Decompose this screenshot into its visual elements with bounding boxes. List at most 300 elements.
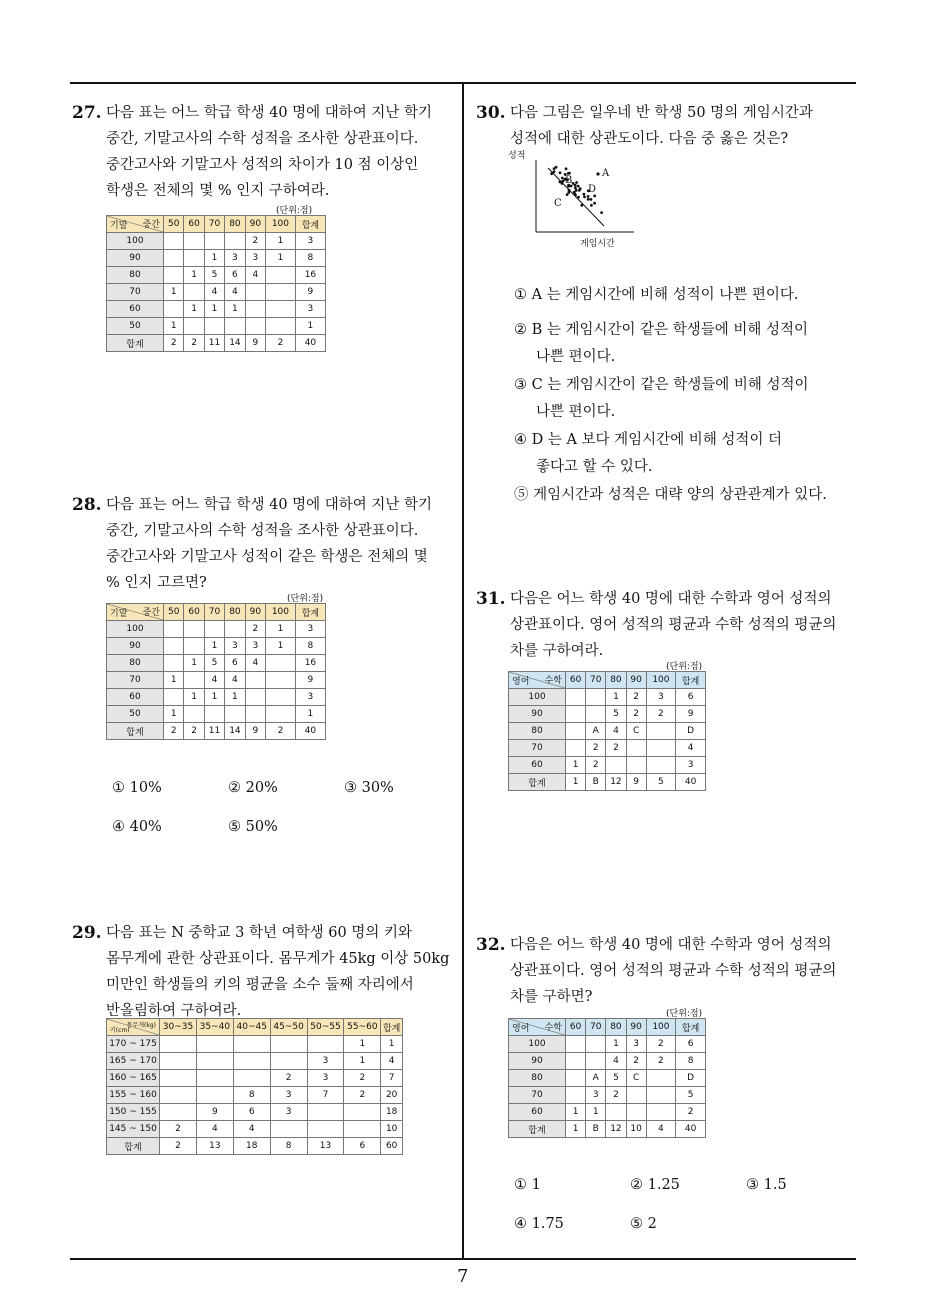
- column-header: 100: [266, 604, 296, 621]
- table-cell: 5: [204, 655, 224, 672]
- table-cell: [626, 757, 646, 774]
- text-line: 성적에 대한 상관도이다. 다음 중 옳은 것은?: [510, 131, 789, 147]
- table-cell: 3: [270, 1087, 307, 1104]
- corner-cell: [509, 672, 566, 689]
- column-header: 합계: [676, 672, 706, 689]
- scatter-point: [553, 170, 556, 173]
- table-cell: [646, 1104, 675, 1121]
- table-cell: [184, 706, 204, 723]
- table-cell: [196, 1053, 233, 1070]
- table-cell: 1: [266, 250, 296, 267]
- table-cell: 11: [204, 335, 224, 352]
- table-row: [509, 1087, 706, 1104]
- table-row: [509, 774, 706, 791]
- row-header: 70: [107, 284, 164, 301]
- x-axis-label: 게임시간: [580, 239, 615, 249]
- table-row: [107, 1036, 403, 1053]
- column-header: 100: [646, 672, 675, 689]
- table-cell: 4: [245, 267, 265, 284]
- table-cell: [160, 1036, 197, 1053]
- table-cell: [646, 740, 675, 757]
- table-row: [509, 706, 706, 723]
- table-cell: 3: [307, 1070, 344, 1087]
- row-header: 80: [107, 655, 164, 672]
- text-line: % 인지 고르면?: [106, 575, 207, 591]
- table-cell: [566, 1036, 586, 1053]
- table-cell: [164, 301, 184, 318]
- table-cell: 6: [233, 1104, 270, 1121]
- unit-label: (단위:점): [666, 1009, 703, 1019]
- table-cell: [606, 757, 626, 774]
- table-cell: 10: [381, 1121, 403, 1138]
- table-row: [107, 1087, 403, 1104]
- scatter-point: [583, 193, 586, 196]
- question-31: [476, 586, 866, 664]
- row-header: 합계: [107, 723, 164, 740]
- table-cell: [225, 706, 245, 723]
- point-label-B: B: [565, 175, 573, 186]
- table-cell: 3: [646, 689, 675, 706]
- table-cell: 1: [164, 284, 184, 301]
- table-cell: 12: [606, 774, 626, 791]
- text-line: 중간, 기말고사의 수학 성적을 조사한 상관표이다.: [106, 523, 419, 539]
- table-cell: [266, 301, 296, 318]
- table-row: [509, 757, 706, 774]
- trend-line: [548, 168, 604, 226]
- column-divider: [462, 82, 464, 1260]
- scatter-point: [567, 191, 570, 194]
- row-header: 60: [509, 1104, 566, 1121]
- table-cell: [164, 655, 184, 672]
- table-cell: [266, 706, 296, 723]
- table-cell: 3: [225, 250, 245, 267]
- question-29: [72, 920, 460, 1024]
- corner-bottom-label: 키(cm): [110, 1027, 130, 1034]
- option-2[interactable]: ② 1.25: [630, 1177, 680, 1193]
- table-cell: [233, 1036, 270, 1053]
- table-cell: [266, 672, 296, 689]
- table-row: [107, 250, 326, 267]
- question-text: [476, 100, 861, 152]
- table-cell: 11: [204, 723, 224, 740]
- table-cell: 14: [225, 723, 245, 740]
- question-text: [476, 586, 866, 664]
- table-cell: [196, 1036, 233, 1053]
- table-cell: [266, 318, 296, 335]
- table-row: [509, 1121, 706, 1138]
- option-4[interactable]: [514, 427, 782, 481]
- table-cell: 6: [676, 1036, 706, 1053]
- scatter-point: [574, 187, 577, 190]
- option-1[interactable]: ① 1: [514, 1177, 541, 1193]
- table-cell: 8: [270, 1138, 307, 1155]
- unit-label: (단위:점): [666, 662, 703, 672]
- table-cell: 20: [381, 1087, 403, 1104]
- table-cell: 1: [266, 638, 296, 655]
- table-cell: 1: [566, 757, 586, 774]
- table-cell: [196, 1070, 233, 1087]
- table-cell: [566, 706, 586, 723]
- table-row: [107, 267, 326, 284]
- column-header: 70: [204, 216, 224, 233]
- table-cell: 6: [344, 1138, 381, 1155]
- table-cell: 2: [270, 1070, 307, 1087]
- table-cell: 4: [676, 740, 706, 757]
- table-cell: 9: [196, 1104, 233, 1121]
- table-cell: 2: [626, 689, 646, 706]
- option-text: ② B 는 게임시간이 같은 학생들에 비해 성적이: [514, 322, 809, 338]
- question-27: [72, 100, 457, 204]
- text-line: 중간고사와 기말고사 성적이 같은 학생은 전체의 몇: [106, 549, 428, 565]
- corner-cell: [107, 604, 164, 621]
- table-cell: [586, 1036, 606, 1053]
- table-cell: D: [676, 723, 706, 740]
- table-row: [107, 723, 326, 740]
- column-header: 90: [626, 1019, 646, 1036]
- table-cell: 1: [184, 301, 204, 318]
- table-cell: 9: [245, 723, 265, 740]
- header-row: [107, 604, 326, 621]
- table-row: [107, 672, 326, 689]
- question-32: [476, 932, 866, 1010]
- table-cell: 3: [295, 621, 325, 638]
- row-header: 합계: [107, 335, 164, 352]
- table-cell: 2: [646, 1053, 675, 1070]
- column-header: 60: [184, 216, 204, 233]
- table-cell: [266, 267, 296, 284]
- text-line: 반올림하여 구하여라.: [106, 1003, 242, 1019]
- text-line: 다음 표는 어느 학급 학생 40 명에 대하여 지난 학기: [106, 497, 433, 513]
- table-cell: [606, 1104, 626, 1121]
- column-header: 합계: [676, 1019, 706, 1036]
- table-row: [509, 740, 706, 757]
- option-1[interactable]: ① 10%: [112, 780, 162, 796]
- table-cell: 2: [245, 233, 265, 250]
- option-5[interactable]: [514, 482, 827, 509]
- question-number: 31.: [476, 589, 506, 609]
- option-text: 나쁜 편이다.: [536, 349, 616, 365]
- corner-top-label: 몸무게(kg): [126, 1022, 156, 1029]
- row-header: 50: [107, 318, 164, 335]
- table-cell: [626, 1104, 646, 1121]
- option-text: ⑤ 게임시간과 성적은 대략 양의 상관관계가 있다.: [514, 487, 827, 503]
- column-header: 70: [586, 672, 606, 689]
- text-line: 차를 구하여라.: [510, 643, 604, 659]
- row-header: 90: [509, 706, 566, 723]
- correlation-table-27: [106, 215, 326, 352]
- row-header: 80: [107, 267, 164, 284]
- table-cell: [245, 301, 265, 318]
- table-row: [509, 1070, 706, 1087]
- table-cell: 2: [184, 723, 204, 740]
- table-cell: 1: [344, 1036, 381, 1053]
- text-line: 다음은 어느 학생 40 명에 대한 수학과 영어 성적의: [510, 937, 832, 953]
- text-line: 다음 표는 N 중학교 3 학년 여학생 60 명의 키와: [106, 925, 412, 941]
- table-cell: 2: [344, 1070, 381, 1087]
- table-cell: 4: [245, 655, 265, 672]
- column-header: 50: [164, 604, 184, 621]
- table-cell: 3: [245, 638, 265, 655]
- column-header: 30~35: [160, 1019, 197, 1036]
- table-cell: 1: [566, 1121, 586, 1138]
- table-cell: 13: [196, 1138, 233, 1155]
- table-cell: 8: [233, 1087, 270, 1104]
- option-2[interactable]: ② 20%: [228, 780, 278, 796]
- unit-label: (단위:점): [287, 594, 324, 604]
- question-number: 32.: [476, 935, 506, 955]
- table-cell: 2: [266, 723, 296, 740]
- table-row: [509, 1104, 706, 1121]
- scatter-point: [593, 202, 596, 205]
- table-cell: [184, 318, 204, 335]
- question-number: 30.: [476, 103, 506, 123]
- table-cell: [586, 706, 606, 723]
- corner-cell: [107, 216, 164, 233]
- table-cell: 9: [676, 706, 706, 723]
- row-header: 90: [107, 638, 164, 655]
- option-text: ① A 는 게임시간에 비해 성적이 나쁜 편이다.: [514, 287, 799, 303]
- table-cell: 2: [266, 335, 296, 352]
- table-cell: 3: [295, 233, 325, 250]
- scatter-point: [565, 167, 568, 170]
- table-cell: [184, 250, 204, 267]
- question-text: [72, 920, 460, 1024]
- table-cell: 2: [646, 706, 675, 723]
- table-cell: 9: [295, 672, 325, 689]
- column-header: 40~45: [233, 1019, 270, 1036]
- row-header: 155 ~ 160: [107, 1087, 160, 1104]
- text-line: 상관표이다. 영어 성적의 평균과 수학 성적의 평균의: [510, 963, 837, 979]
- table-row: [107, 621, 326, 638]
- question-number: 27.: [72, 103, 102, 123]
- scatter-point: [587, 195, 590, 198]
- row-header: 160 ~ 165: [107, 1070, 160, 1087]
- option-text: ③ C 는 게임시간이 같은 학생들에 비해 성적이: [514, 377, 809, 393]
- table-cell: B: [586, 1121, 606, 1138]
- table-row: [107, 655, 326, 672]
- row-header: 165 ~ 170: [107, 1053, 160, 1070]
- question-28: [72, 492, 457, 596]
- question-text: [72, 100, 457, 204]
- question-30: [476, 100, 861, 152]
- table-cell: [233, 1070, 270, 1087]
- table-cell: [266, 655, 296, 672]
- corner-cell: [107, 1019, 160, 1036]
- table-cell: 1: [184, 267, 204, 284]
- scatter-point: [573, 191, 576, 194]
- table-cell: 2: [626, 706, 646, 723]
- scatter-point: [590, 204, 593, 207]
- column-header: 100: [646, 1019, 675, 1036]
- y-axis-label: 성적: [508, 151, 526, 161]
- table-cell: 5: [606, 706, 626, 723]
- table-cell: [245, 318, 265, 335]
- column-header: 80: [225, 604, 245, 621]
- table-cell: [245, 284, 265, 301]
- column-header: 50: [164, 216, 184, 233]
- scatter-point: [580, 204, 583, 207]
- option-4[interactable]: ④ 40%: [112, 819, 162, 835]
- table-cell: 7: [381, 1070, 403, 1087]
- text-line: 중간, 기말고사의 수학 성적을 조사한 상관표이다.: [106, 131, 419, 147]
- table-cell: [646, 1070, 675, 1087]
- table-cell: 3: [586, 1087, 606, 1104]
- scatter-diagram: [506, 148, 636, 248]
- text-line: 차를 구하면?: [510, 989, 593, 1005]
- column-header: 45~50: [270, 1019, 307, 1036]
- table-row: [107, 1104, 403, 1121]
- row-header: 80: [509, 1070, 566, 1087]
- table-cell: [184, 284, 204, 301]
- row-header: 70: [107, 672, 164, 689]
- option-5[interactable]: ⑤ 2: [630, 1216, 657, 1232]
- scatter-plot: [506, 148, 636, 248]
- option-3[interactable]: [514, 372, 808, 426]
- table-cell: 1: [606, 1036, 626, 1053]
- row-header: 100: [107, 621, 164, 638]
- column-header: 합계: [295, 604, 325, 621]
- table-cell: 1: [204, 638, 224, 655]
- table-cell: 2: [676, 1104, 706, 1121]
- table-cell: 9: [245, 335, 265, 352]
- table-cell: 2: [646, 1036, 675, 1053]
- column-header: 70: [204, 604, 224, 621]
- table-cell: [344, 1104, 381, 1121]
- table-cell: 5: [676, 1087, 706, 1104]
- table-row: [509, 1036, 706, 1053]
- point-label-A: A: [602, 168, 610, 179]
- row-header: 100: [107, 233, 164, 250]
- table-row: [107, 284, 326, 301]
- table-cell: 4: [646, 1121, 675, 1138]
- question-text: [476, 932, 866, 1010]
- table-cell: [225, 233, 245, 250]
- table-cell: 2: [586, 757, 606, 774]
- option-3[interactable]: ③ 1.5: [746, 1177, 787, 1193]
- table-cell: 5: [646, 774, 675, 791]
- scatter-point: [555, 166, 558, 169]
- row-header: 170 ~ 175: [107, 1036, 160, 1053]
- table-cell: [626, 740, 646, 757]
- table-cell: 16: [295, 655, 325, 672]
- row-header: 70: [509, 740, 566, 757]
- table-cell: 4: [204, 284, 224, 301]
- table-cell: 1: [204, 689, 224, 706]
- column-header: 60: [566, 672, 586, 689]
- table-cell: [344, 1121, 381, 1138]
- table-cell: [184, 233, 204, 250]
- table-cell: [646, 723, 675, 740]
- table-cell: 6: [676, 689, 706, 706]
- table-cell: [184, 638, 204, 655]
- table-cell: 1: [164, 706, 184, 723]
- table-cell: [164, 250, 184, 267]
- table-cell: 2: [164, 723, 184, 740]
- column-header: 50~55: [307, 1019, 344, 1036]
- table-cell: [626, 1087, 646, 1104]
- table-cell: 1: [266, 621, 296, 638]
- table-row: [509, 689, 706, 706]
- scatter-point: [587, 198, 590, 201]
- table-cell: [204, 706, 224, 723]
- table-cell: [566, 689, 586, 706]
- table-cell: [184, 672, 204, 689]
- table-cell: 14: [225, 335, 245, 352]
- table-cell: 1: [586, 1104, 606, 1121]
- option-4[interactable]: ④ 1.75: [514, 1216, 564, 1232]
- text-line: 상관표이다. 영어 성적의 평균과 수학 성적의 평균의: [510, 617, 837, 633]
- option-1[interactable]: [514, 282, 798, 309]
- header-row: [509, 672, 706, 689]
- table-cell: 60: [381, 1138, 403, 1155]
- bottom-rule: [70, 1258, 856, 1260]
- table-row: [107, 1138, 403, 1155]
- table-cell: [270, 1121, 307, 1138]
- table-cell: 4: [381, 1053, 403, 1070]
- table-cell: 2: [586, 740, 606, 757]
- column-header: 90: [245, 604, 265, 621]
- table-cell: 12: [606, 1121, 626, 1138]
- table-cell: [160, 1104, 197, 1121]
- option-3[interactable]: ③ 30%: [344, 780, 394, 796]
- text-line: 중간고사와 기말고사 성적의 차이가 10 점 이상인: [106, 157, 419, 173]
- table-cell: 7: [307, 1087, 344, 1104]
- table-cell: [164, 621, 184, 638]
- question-number: 28.: [72, 495, 102, 515]
- table-cell: [204, 621, 224, 638]
- text-line: 다음 표는 어느 학급 학생 40 명에 대하여 지난 학기: [106, 105, 433, 121]
- table-cell: [266, 689, 296, 706]
- scatter-point: [568, 189, 571, 192]
- column-header: 90: [626, 672, 646, 689]
- table-cell: [225, 318, 245, 335]
- table-cell: 1: [344, 1053, 381, 1070]
- table-cell: [586, 689, 606, 706]
- row-header: 50: [107, 706, 164, 723]
- table-cell: 3: [676, 757, 706, 774]
- table-row: [107, 706, 326, 723]
- table-cell: [566, 740, 586, 757]
- table-cell: 4: [225, 284, 245, 301]
- table-cell: [586, 1053, 606, 1070]
- row-header: 70: [509, 1087, 566, 1104]
- option-5[interactable]: ⑤ 50%: [228, 819, 278, 835]
- scatter-point: [559, 171, 562, 174]
- table-row: [509, 723, 706, 740]
- row-header: 60: [107, 301, 164, 318]
- corner-top-label: 수학: [544, 1023, 562, 1033]
- option-text: 나쁜 편이다.: [536, 404, 616, 420]
- table-cell: 2: [160, 1121, 197, 1138]
- table-cell: 8: [676, 1053, 706, 1070]
- table-cell: 10: [626, 1121, 646, 1138]
- table-cell: [160, 1053, 197, 1070]
- table-cell: 8: [295, 250, 325, 267]
- table-cell: 1: [225, 301, 245, 318]
- option-2[interactable]: [514, 317, 808, 371]
- column-header: 100: [266, 216, 296, 233]
- corner-cell: [509, 1019, 566, 1036]
- table-cell: 1: [606, 689, 626, 706]
- table-cell: 1: [164, 318, 184, 335]
- table-cell: [164, 233, 184, 250]
- table-cell: [160, 1087, 197, 1104]
- column-header: 합계: [295, 216, 325, 233]
- table-cell: 1: [566, 774, 586, 791]
- table-cell: 1: [566, 1104, 586, 1121]
- row-header: 60: [509, 757, 566, 774]
- header-row: [107, 216, 326, 233]
